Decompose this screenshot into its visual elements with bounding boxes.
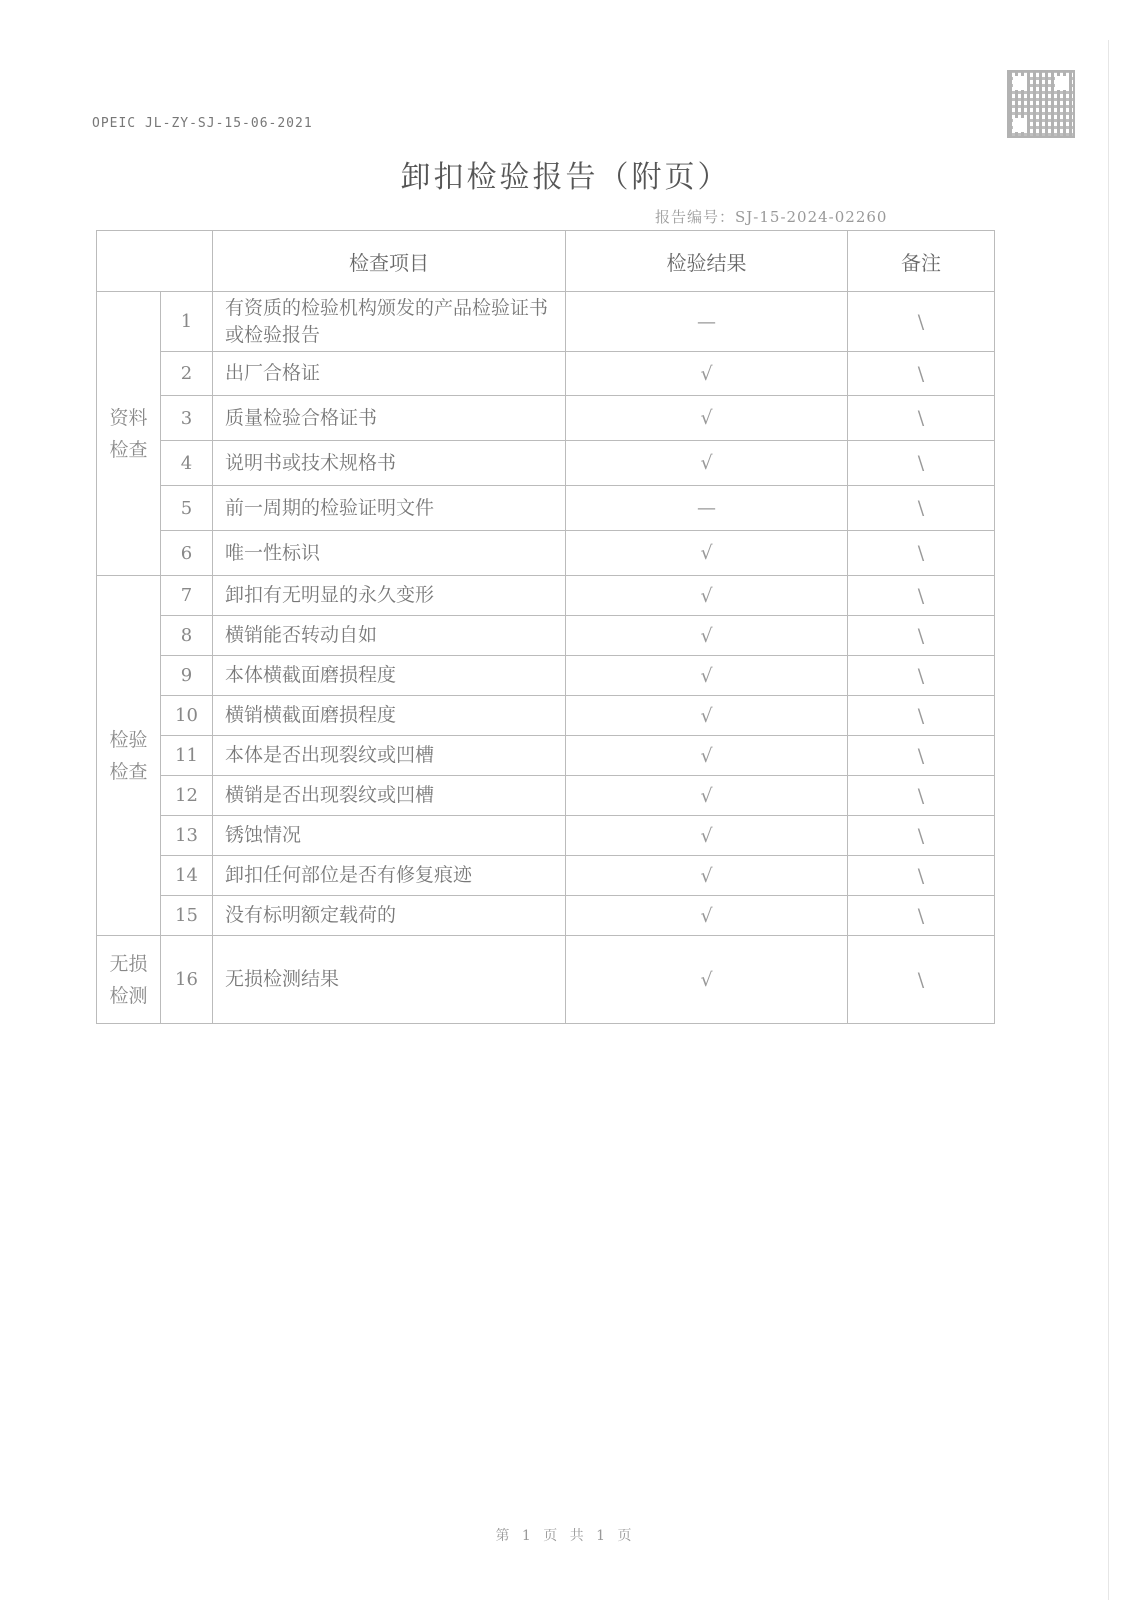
row-number: 16	[161, 936, 213, 1024]
row-number: 1	[161, 292, 213, 352]
qr-code-icon	[1007, 70, 1075, 138]
category-cell	[97, 936, 161, 1024]
row-number: 12	[161, 776, 213, 816]
table-row	[97, 776, 995, 816]
remark: \	[848, 776, 995, 816]
header-remark: 备注	[848, 231, 995, 292]
remark: \	[848, 936, 995, 1024]
category-line: 检查	[109, 438, 148, 461]
inspection-item: 唯一性标识	[213, 531, 566, 576]
table-row	[97, 616, 995, 656]
inspection-item: 有资质的检验机构颁发的产品检验证书或检验报告	[213, 292, 566, 352]
table-row	[97, 936, 995, 1024]
row-number: 14	[161, 856, 213, 896]
report-number: 报告编号：SJ-15-2024-02260	[655, 208, 888, 226]
inspection-result: √	[566, 396, 848, 441]
inspection-item: 质量检验合格证书	[213, 396, 566, 441]
remark: \	[848, 576, 995, 616]
inspection-result: √	[566, 816, 848, 856]
inspection-item: 锈蚀情况	[213, 816, 566, 856]
remark: \	[848, 856, 995, 896]
remark: \	[848, 696, 995, 736]
inspection-result: √	[566, 776, 848, 816]
inspection-result: √	[566, 352, 848, 396]
table-body	[97, 292, 995, 1024]
inspection-result: —	[566, 486, 848, 531]
row-number: 3	[161, 396, 213, 441]
table-row	[97, 486, 995, 531]
inspection-item: 横销横截面磨损程度	[213, 696, 566, 736]
table-row	[97, 396, 995, 441]
inspection-item: 横销能否转动自如	[213, 616, 566, 656]
remark: \	[848, 736, 995, 776]
row-number: 15	[161, 896, 213, 936]
table-row	[97, 531, 995, 576]
page-edge-line	[1108, 40, 1109, 1600]
row-number: 5	[161, 486, 213, 531]
category-line: 检测	[109, 984, 148, 1007]
remark: \	[848, 396, 995, 441]
inspection-item: 卸扣任何部位是否有修复痕迹	[213, 856, 566, 896]
table-header-row	[97, 231, 995, 292]
document-code: OPEIC JL-ZY-SJ-15-06-2021	[92, 116, 313, 131]
table-row	[97, 896, 995, 936]
inspection-table	[96, 230, 995, 1024]
row-number: 7	[161, 576, 213, 616]
remark: \	[848, 486, 995, 531]
inspection-result: √	[566, 736, 848, 776]
inspection-item: 出厂合格证	[213, 352, 566, 396]
inspection-item: 说明书或技术规格书	[213, 441, 566, 486]
inspection-item: 卸扣有无明显的永久变形	[213, 576, 566, 616]
page-title: 卸扣检验报告（附页）	[400, 160, 731, 195]
inspection-result: √	[566, 616, 848, 656]
inspection-result: √	[566, 856, 848, 896]
category-cell	[97, 292, 161, 576]
header-blank-cell	[97, 231, 213, 292]
inspection-item: 横销是否出现裂纹或凹槽	[213, 776, 566, 816]
inspection-result: √	[566, 936, 848, 1024]
remark: \	[848, 352, 995, 396]
table-row	[97, 696, 995, 736]
inspection-result: √	[566, 441, 848, 486]
table-row	[97, 576, 995, 616]
category-cell	[97, 576, 161, 936]
inspection-result: √	[566, 896, 848, 936]
table-row	[97, 736, 995, 776]
row-number: 10	[161, 696, 213, 736]
inspection-item: 本体横截面磨损程度	[213, 656, 566, 696]
row-number: 9	[161, 656, 213, 696]
row-number: 4	[161, 441, 213, 486]
remark: \	[848, 292, 995, 352]
inspection-result: √	[566, 531, 848, 576]
row-number: 11	[161, 736, 213, 776]
header-inspection-item: 检查项目	[213, 231, 566, 292]
table-row	[97, 292, 995, 352]
inspection-result: √	[566, 696, 848, 736]
inspection-result: √	[566, 656, 848, 696]
inspection-item: 本体是否出现裂纹或凹槽	[213, 736, 566, 776]
category-line: 资料	[109, 406, 148, 429]
row-number: 2	[161, 352, 213, 396]
remark: \	[848, 531, 995, 576]
table-row	[97, 816, 995, 856]
remark: \	[848, 656, 995, 696]
table-row	[97, 352, 995, 396]
inspection-result: —	[566, 292, 848, 352]
category-line: 无损	[109, 952, 148, 975]
remark: \	[848, 896, 995, 936]
page-footer: 第 1 页 共 1 页	[495, 1528, 636, 1544]
row-number: 8	[161, 616, 213, 656]
category-line: 检查	[109, 760, 148, 783]
inspection-item: 前一周期的检验证明文件	[213, 486, 566, 531]
remark: \	[848, 441, 995, 486]
remark: \	[848, 816, 995, 856]
table-row	[97, 856, 995, 896]
inspection-result: √	[566, 576, 848, 616]
remark: \	[848, 616, 995, 656]
row-number: 13	[161, 816, 213, 856]
table-row	[97, 656, 995, 696]
category-line: 检验	[109, 728, 148, 751]
inspection-item: 没有标明额定载荷的	[213, 896, 566, 936]
inspection-item: 无损检测结果	[213, 936, 566, 1024]
row-number: 6	[161, 531, 213, 576]
header-result: 检验结果	[566, 231, 848, 292]
table-row	[97, 441, 995, 486]
